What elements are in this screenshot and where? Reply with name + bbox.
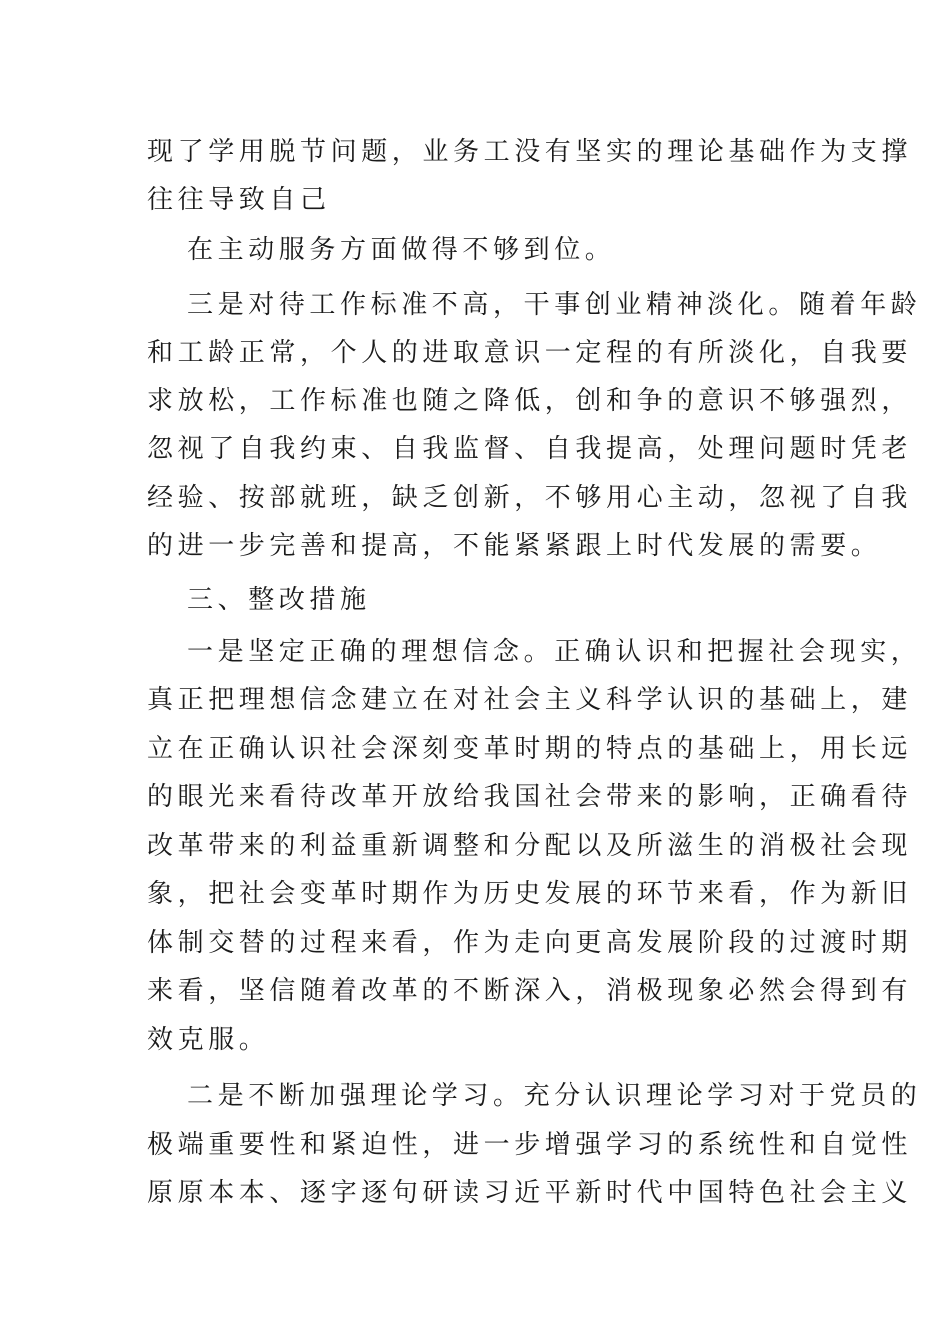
text-line: 体制交替的过程来看，作为走向更高发展阶段的过渡时期 <box>147 928 913 958</box>
text-line: 往往导致自己 <box>147 185 331 215</box>
paragraph-start-line: 三是对待工作标准不高，干事创业精神淡化。随着年龄 <box>187 290 922 320</box>
text-line: 的眼光来看待改革开放给我国社会带来的影响，正确看待 <box>147 782 913 812</box>
text-line: 和工龄正常，个人的进取意识一定程的有所淡化，自我要 <box>147 338 913 368</box>
section-heading: 三、整改措施 <box>187 585 371 615</box>
text-line: 经验、按部就班，缺乏创新，不够用心主动，忽视了自我 <box>147 483 913 513</box>
text-line: 原原本本、逐字逐句研读习近平新时代中国特色社会主义 <box>147 1178 913 1208</box>
text-line: 极端重要性和紧迫性，进一步增强学习的系统性和自觉性 <box>147 1130 913 1160</box>
text-line: 现了学用脱节问题，业务工没有坚实的理论基础作为支撑 <box>147 137 913 167</box>
text-line: 求放松，工作标准也随之降低，创和争的意识不够强烈， <box>147 386 913 416</box>
text-line: 真正把理想信念建立在对社会主义科学认识的基础上，建 <box>147 685 913 715</box>
text-line: 效克服。 <box>147 1025 270 1055</box>
text-line: 改革带来的利益重新调整和分配以及所滋生的消极社会现 <box>147 831 913 861</box>
paragraph-start-line: 一是坚定正确的理想信念。正确认识和把握社会现实， <box>187 637 922 667</box>
text-line: 来看，坚信随着改革的不断深入，消极现象必然会得到有 <box>147 976 913 1006</box>
text-line: 的进一步完善和提高，不能紧紧跟上时代发展的需要。 <box>147 531 882 561</box>
text-line: 立在正确认识社会深刻变革时期的特点的基础上，用长远 <box>147 734 913 764</box>
text-line: 忽视了自我约束、自我监督、自我提高，处理问题时凭老 <box>147 434 913 464</box>
paragraph-start-line: 二是不断加强理论学习。充分认识理论学习对于党员的 <box>187 1081 922 1111</box>
text-line: 象，把社会变革时期作为历史发展的环节来看，作为新旧 <box>147 879 913 909</box>
paragraph-start-line: 在主动服务方面做得不够到位。 <box>187 235 616 265</box>
